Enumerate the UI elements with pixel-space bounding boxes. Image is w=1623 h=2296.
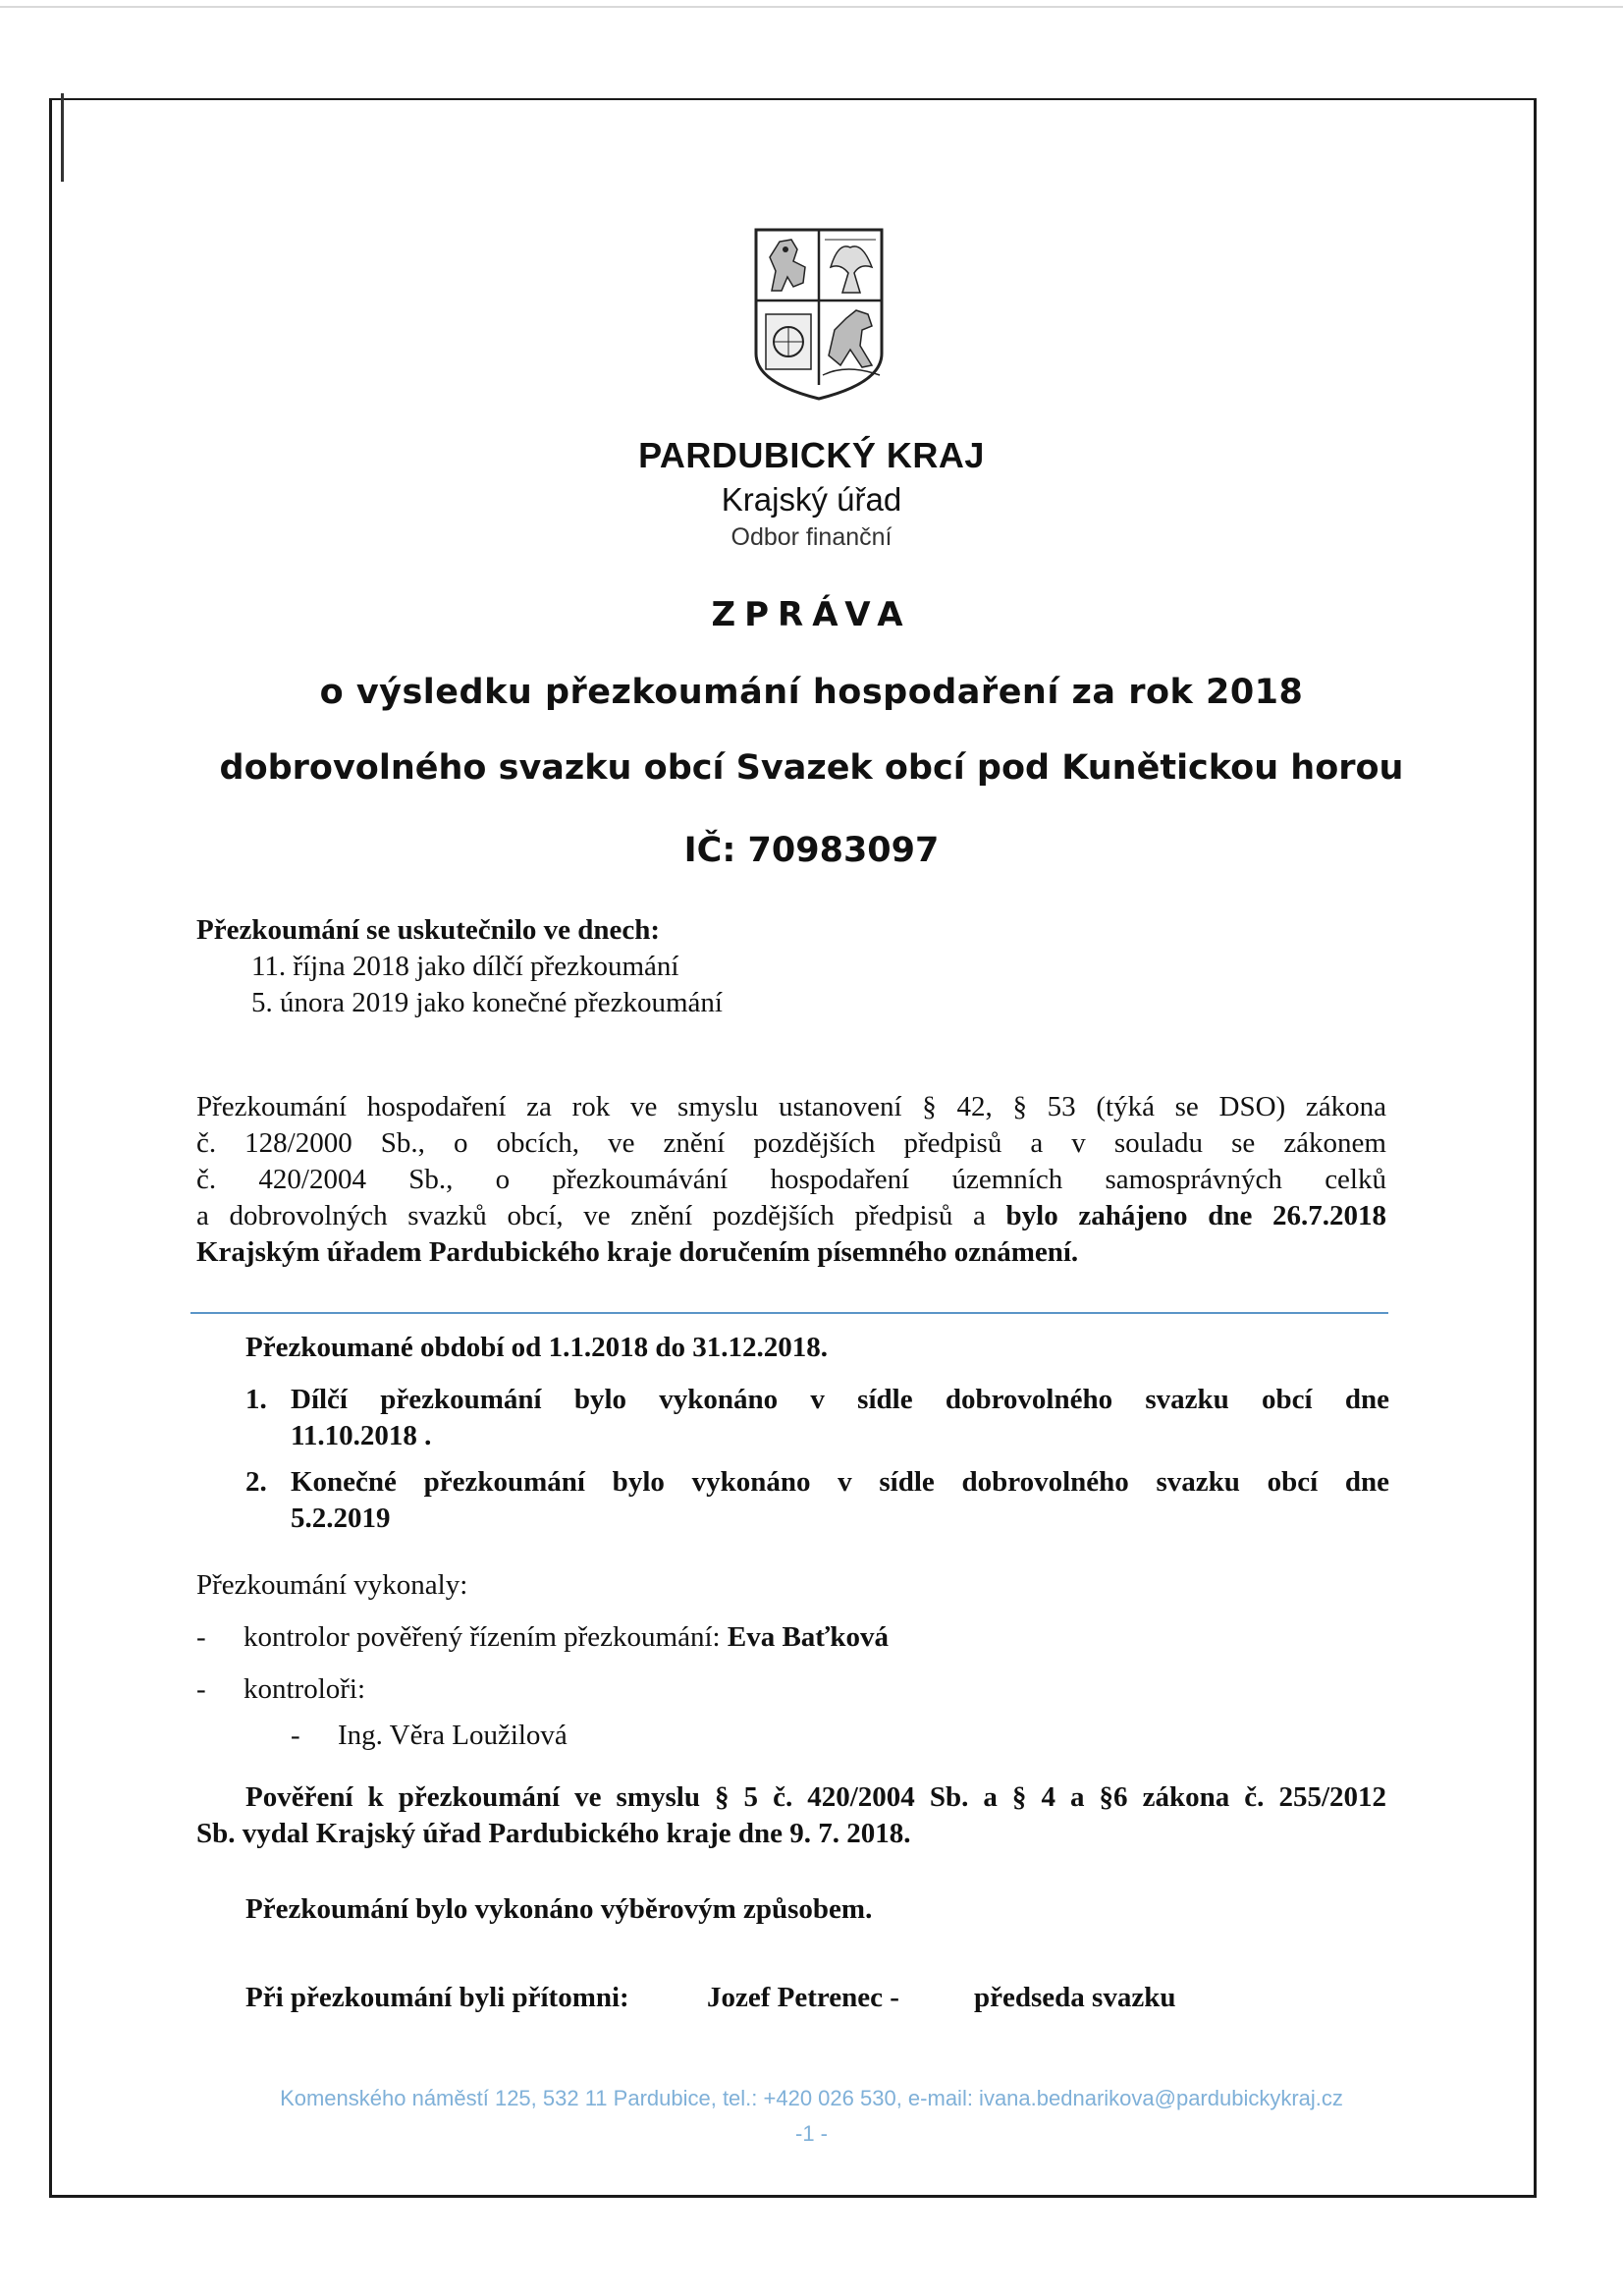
performer-row xyxy=(196,1671,1276,1708)
legal-line xyxy=(196,1198,1386,1234)
review-period: Přezkoumané období od 1.1.2018 do 31.12.2018. xyxy=(245,1332,828,1363)
review-dates-section xyxy=(196,912,1080,1021)
legal-line: Krajským úřadem Pardubického kraje doručením písemného oznámení. xyxy=(196,1236,1079,1268)
legal-basis-paragraph xyxy=(196,1089,1386,1271)
review-date-item: 11. října 2018 jako dílčí přezkoumání xyxy=(251,951,679,982)
report-title-line-2: dobrovolného svazku obcí Svazek obcí pod Kunětickou horou xyxy=(219,748,1404,788)
authorization-line: Sb. vydal Krajský úřad Pardubického kraje dne 9. 7. 2018. xyxy=(196,1818,911,1849)
list-item xyxy=(245,1464,1389,1537)
region-name: PARDUBICKÝ KRAJ xyxy=(638,435,985,475)
attendee-role: předseda svazku xyxy=(974,1982,1176,2013)
controller-name: Ing. Věra Loužilová xyxy=(338,1720,568,1751)
list-item-date: 11.10.2018 . xyxy=(291,1420,432,1451)
legal-line: č. 420/2004 Sb., o přezkoumávání hospodaření územních samosprávných celků xyxy=(196,1164,1386,1195)
dash-bullet: - xyxy=(196,1621,206,1653)
lead-controller-label: kontrolor pověřený řízením přezkoumání: xyxy=(243,1621,728,1653)
attendees-row xyxy=(245,1980,1325,2016)
list-item-date: 5.2.2019 xyxy=(291,1503,391,1534)
attendee-name: Jozef Petrenec - xyxy=(707,1982,899,2013)
department-name: Odbor finanční xyxy=(730,523,893,551)
page-number: -1 - xyxy=(795,2121,828,2146)
legal-line-text: a dobrovolných svazků obcí, ve znění pozdějších předpisů a xyxy=(196,1200,1006,1231)
performers-heading: Přezkoumání vykonaly: xyxy=(196,1569,468,1601)
company-id: IČ: 70983097 xyxy=(683,831,940,870)
list-item-number: 2. xyxy=(245,1466,267,1498)
numbered-list xyxy=(245,1382,1389,1537)
scan-edge-line xyxy=(0,6,1623,8)
list-item xyxy=(245,1382,1389,1454)
review-dates-heading: Přezkoumání se uskutečnilo ve dnech: xyxy=(196,914,661,946)
legal-line: č. 128/2000 Sb., o obcích, ve znění pozdějších předpisů a v souladu se zákonem xyxy=(196,1127,1386,1159)
authorization-line: Pověření k přezkoumání ve smyslu § 5 č. 420/2004 Sb. a § 4 a §6 zákona č. 255/2012 xyxy=(245,1781,1386,1813)
section-divider xyxy=(190,1312,1388,1314)
performers-section xyxy=(196,1567,1276,1754)
report-title-line-1: o výsledku přezkoumání hospodaření za rok 2018 xyxy=(319,673,1304,712)
list-item-text: Konečné přezkoumání bylo vykonáno v sídle dobrovolného svazku obcí dne xyxy=(291,1466,1389,1498)
office-name: Krajský úřad xyxy=(721,481,902,518)
list-item-text: Dílčí přezkoumání bylo vykonáno v sídle dobrovolného svazku obcí dne xyxy=(291,1384,1389,1415)
list-item-number: 1. xyxy=(245,1384,267,1415)
dash-bullet: - xyxy=(291,1720,300,1751)
controller-row xyxy=(196,1718,1276,1754)
authorization-paragraph xyxy=(196,1779,1386,1852)
performer-row xyxy=(196,1619,1276,1656)
legal-line: Přezkoumání hospodaření za rok ve smyslu ustanovení § 42, § 53 (týká se DSO) zákona xyxy=(196,1091,1386,1122)
attendees-label: Při přezkoumání byli přítomni: xyxy=(245,1982,629,2013)
dash-bullet: - xyxy=(196,1673,206,1705)
controllers-label: kontroloři: xyxy=(243,1673,366,1705)
coat-of-arms-emblem xyxy=(752,228,886,401)
lead-controller-name: Eva Baťková xyxy=(727,1621,890,1653)
document-type-heading: ZPRÁVA xyxy=(711,595,912,634)
start-date-text: bylo zahájeno dne 26.7.2018 xyxy=(1005,1200,1386,1231)
review-method: Přezkoumání bylo vykonáno výběrovým způsobem. xyxy=(245,1893,873,1925)
scan-mark xyxy=(61,93,64,182)
footer-address: Komenského náměstí 125, 532 11 Pardubice, tel.: +420 026 530, e-mail: ivana.bednarikova@pardubickykraj.cz xyxy=(280,2086,1343,2110)
review-date-item: 5. února 2019 jako konečné přezkoumání xyxy=(251,987,723,1018)
